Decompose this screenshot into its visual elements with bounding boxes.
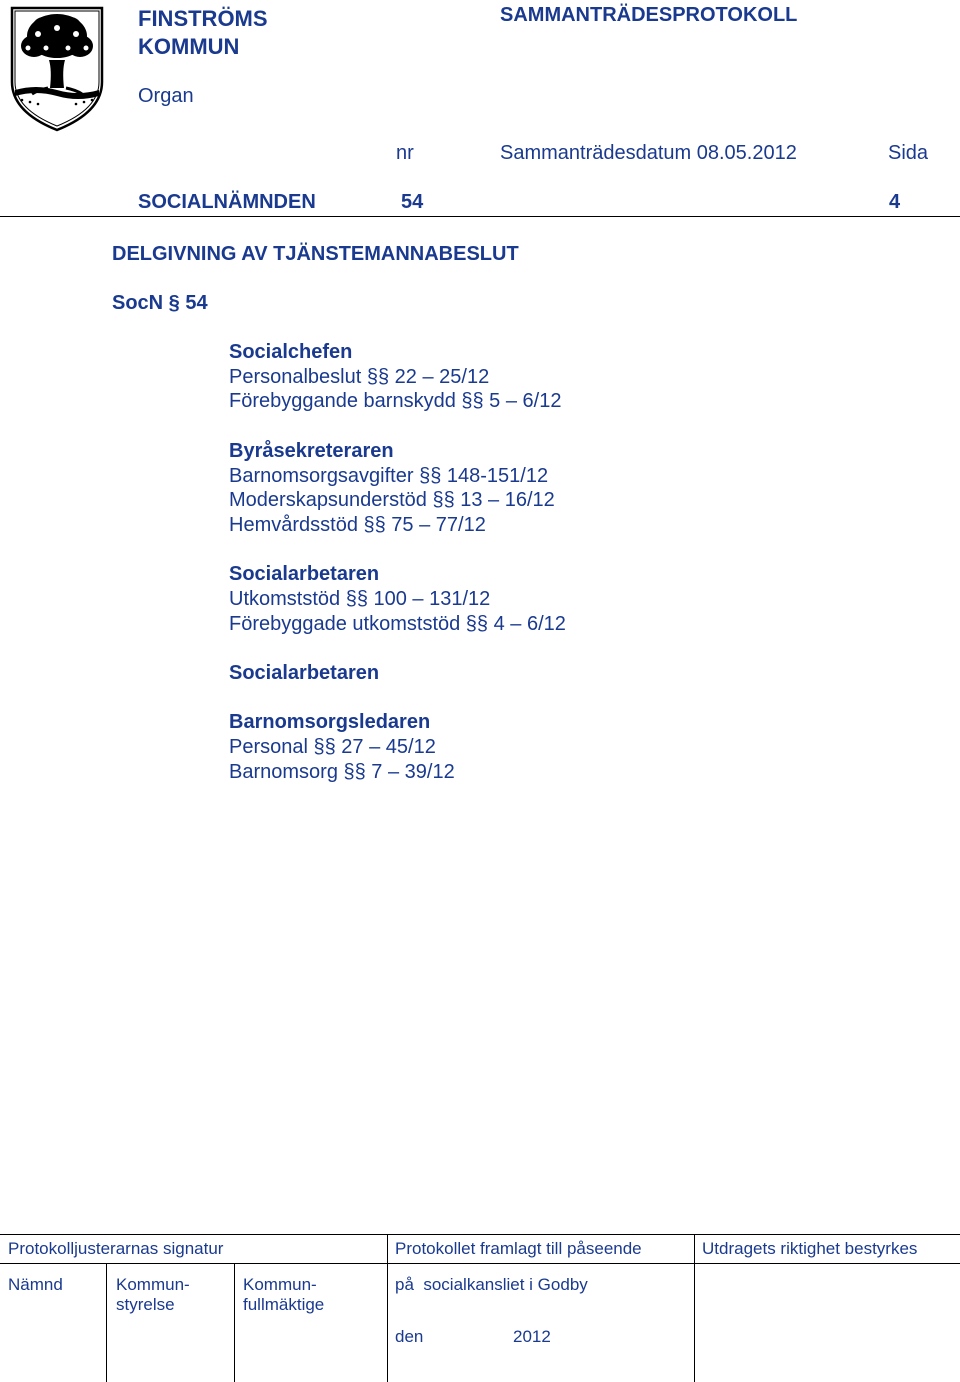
section-barnomsorgsledaren [229, 710, 929, 784]
kommunfullmaktige-label [243, 1275, 324, 1315]
section-byrasekreteraren [229, 439, 929, 538]
footer-col-divider [694, 1235, 695, 1382]
coat-of-arms-icon [8, 4, 106, 134]
municipality-line-1: FINSTRÖMS [138, 6, 268, 31]
section-heading: Socialchefen [229, 341, 353, 363]
municipality-name [138, 5, 268, 61]
municipality-line-2: KOMMUN [138, 34, 240, 59]
signature-footer [0, 1234, 960, 1382]
page-value: 4 [889, 191, 901, 213]
section-socialarbetaren-2 [229, 661, 929, 686]
nr-label: nr [396, 142, 414, 164]
footer-col-divider [387, 1235, 388, 1382]
section-heading: Barnomsorgsledaren [229, 711, 431, 734]
document-reference: SocN § 54 [112, 292, 208, 314]
certified-label: Utdragets riktighet bestyrkes [702, 1239, 918, 1258]
section-line: Barnomsorg §§ 7 – 39/12 [229, 760, 455, 783]
section-heading: Socialarbetaren [229, 563, 380, 586]
section-line: Utkomststöd §§ 100 – 131/12 [229, 588, 491, 610]
section-line: Hemvårdsstöd §§ 75 – 77/12 [229, 513, 486, 536]
namnd-label: Nämnd [8, 1275, 63, 1294]
kommunfullmaktige-line-1: Kommun- [243, 1275, 317, 1294]
footer-row-divider [0, 1263, 960, 1264]
section-heading: Byråsekreteraren [229, 439, 394, 462]
signature-label: Protokolljusterarnas signatur [8, 1239, 224, 1258]
section-heading: Socialarbetaren [229, 662, 380, 685]
section-socialchefen [229, 340, 929, 414]
document-title: DELGIVNING AV TJÄNSTEMANNABESLUT [112, 243, 519, 265]
section-line: Moderskapsunderstöd §§ 13 – 16/12 [229, 489, 555, 512]
organ-value: SOCIALNÄMNDEN [138, 191, 316, 213]
header-divider [0, 216, 960, 217]
den-label: den [395, 1327, 424, 1346]
posting-location: på socialkansliet i Godby [395, 1275, 588, 1294]
section-line: Personalbeslut §§ 22 – 25/12 [229, 365, 490, 388]
kommunstyrelse-line-1: Kommun- [116, 1275, 190, 1294]
posting-year: 2012 [513, 1327, 551, 1346]
footer-subcol-divider [234, 1263, 235, 1382]
section-line: Personal §§ 27 – 45/12 [229, 736, 436, 759]
footer-subcol-divider [106, 1263, 107, 1382]
organ-label: Organ [138, 85, 194, 107]
kommunstyrelse-line-2: styrelse [116, 1295, 175, 1314]
kommunfullmaktige-line-2: fullmäktige [243, 1295, 325, 1314]
section-socialarbetaren-1 [229, 562, 929, 636]
kommunstyrelse-label [116, 1275, 190, 1315]
section-line: Förebyggande barnskydd §§ 5 – 6/12 [229, 390, 562, 413]
section-line: Barnomsorgsavgifter §§ 148-151/12 [229, 464, 549, 487]
protocol-title: SAMMANTRÄDESPROTOKOLL [500, 4, 798, 26]
page-label: Sida [888, 142, 929, 164]
nr-value: 54 [401, 191, 424, 213]
decision-list [229, 340, 929, 809]
posted-label: Protokollet framlagt till påseende [395, 1239, 642, 1258]
meeting-date-label: Sammanträdesdatum 08.05.2012 [500, 142, 797, 164]
section-line: Förebyggade utkomststöd §§ 4 – 6/12 [229, 612, 566, 635]
